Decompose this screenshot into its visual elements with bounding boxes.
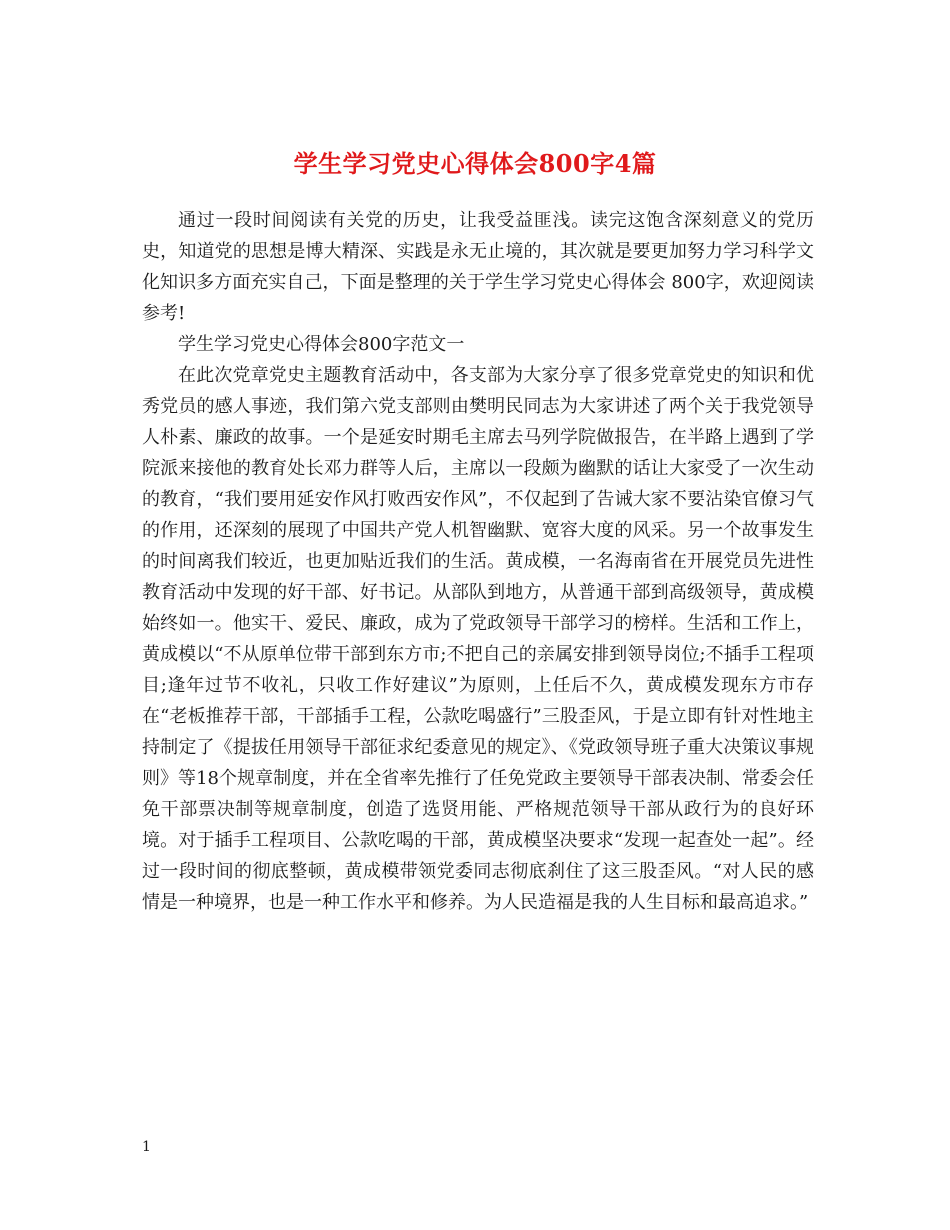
- document-title: 学生学习党史心得体会800字4篇: [293, 149, 657, 179]
- intro-paragraph: 通过一段时间阅读有关党的历史，让我受益匪浅。读完这饱含深刻意义的党历史，知道党的思想是博大精深、实践是永无止境的，其次就是要更加努力学习科学文化知识多方面充实自己，下面是整理的关于学生学习党史心得体会 800字，欢迎阅读参考!: [142, 210, 814, 324]
- document-body: [142, 205, 814, 918]
- page-number: 1: [142, 1139, 151, 1155]
- section-heading: 学生学习党史心得体会800字范文一: [178, 334, 465, 355]
- body-paragraph: 在此次党章党史主题教育活动中，各支部为大家分享了很多党章党史的知识和优秀党员的感人事迹，我们第六党支部则由樊明民同志为大家讲述了两个关于我党领导人朴素、廉政的故事。一个是延安时期毛主席去马列学院做报告，在半路上遇到了学院派来接他的教育处长邓力群等人后，主席以一段颇为幽默的话让大家受了一次生动的教育，“我们要用延安作风打败西安作风”，不仅起到了告诫大家不要沾染官僚习气的作用，还深刻的展现了中国共产党人机智幽默、宽容大度的风采。另一个故事发生的时间离我们较近，也更加贴近我们的生活。黄成模，一名海南省在开展党员先进性教育活动中发现的好干部、好书记。从部队到地方，从普通干部到高级领导，黄成模始终如一。他实干、爱民、廉政，成为了党政领导干部学习的榜样。生活和工作上，黄成模以“不从原单位带干部到东方市;不把自己的亲属安排到领导岗位;不插手工程项目;逢年过节不收礼，只收工作好建议”为原则，上任后不久，黄成模发现东方市存在“老板推荐干部，干部插手工程，公款吃喝盛行”三股歪风，于是立即有针对性地主持制定了《提拔任用领导干部征求纪委意见的规定》、《党政领导班子重大决策议事规则》等18个规章制度，并在全省率先推行了任免党政主要领导干部表决制、常委会任免干部票决制等规章制度，创造了选贤用能、严格规范领导干部从政行为的良好环境。对于插手工程项目、公款吃喝的干部，黄成模坚决要求“发现一起查处一起”。经过一段时间的彻底整顿，黄成模带领党委同志彻底刹住了这三股歪风。“对人民的感情是一种境界，也是一种工作水平和修养。为人民造福是我的人生目标和最高追求。”: [142, 365, 814, 913]
